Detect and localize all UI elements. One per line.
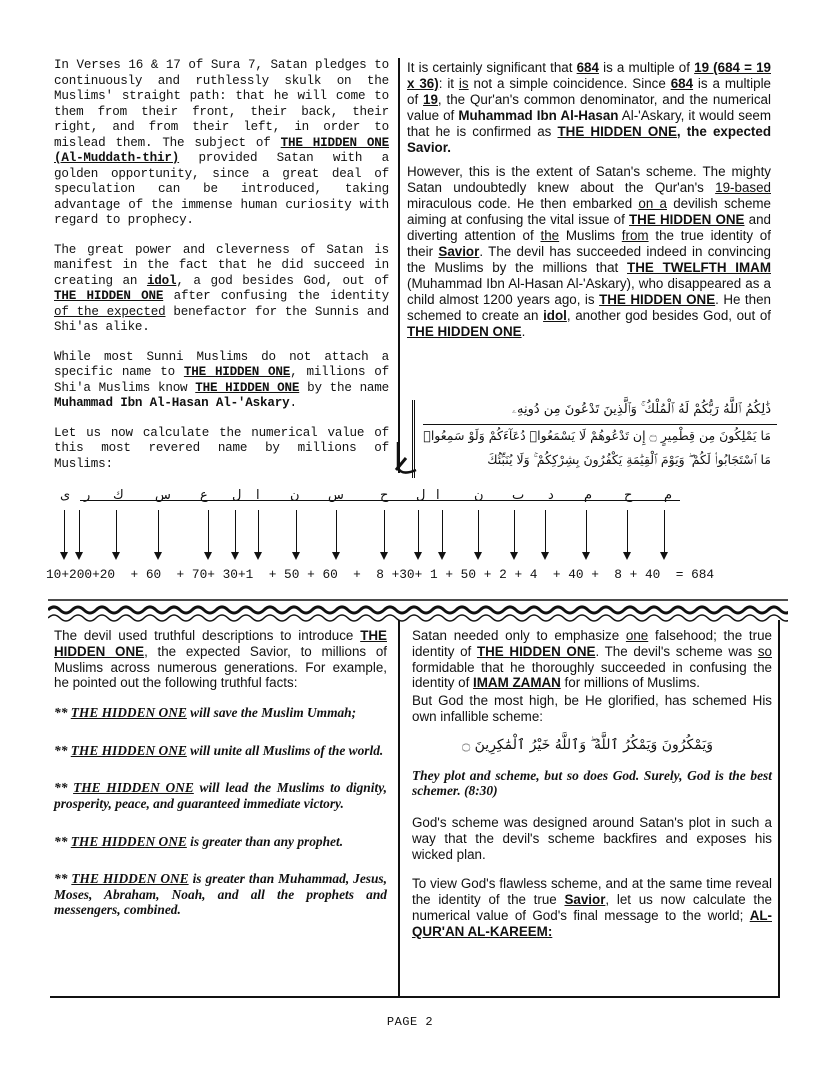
column-divider-bottom xyxy=(398,620,400,998)
calc-letter: س xyxy=(155,488,171,503)
calc-arrow xyxy=(442,510,443,554)
calc-arrow xyxy=(158,510,159,554)
paragraph-satan-power: The great power and cleverness of Satan is manifest in the fact that he did succeed in creating an idol, a god besides God, out of THE HIDDEN ONE after confusing the identity of the expected benefactor for the Sunnis and Shi'as alike. xyxy=(54,242,389,334)
calc-letter: ب xyxy=(512,488,525,503)
calc-letter: ل xyxy=(416,488,426,503)
paragraph-truthful-facts: The devil used truthful descriptions to introduce THE HIDDEN ONE, the expected Savior, to millions of Muslims across numerous generations. For example, he pointed out the following truthful facts: xyxy=(54,628,387,691)
left-bottom-column xyxy=(54,628,387,927)
arabic-verse-line-3: مَا ٱسْتَجَابُوا۟ لَكُمْ ۖ وَيَوْمَ ٱلْقِيَٰمَةِ يَكْفُرُونَ بِشِرْكِكُمْ ۚ وَلَا يُنَبِّئُكَ xyxy=(487,452,771,467)
calc-arrow xyxy=(478,510,479,554)
calc-values: 10+200+20 + 60 + 70+ 30+1 + 50 + 60 + 8 +30+ 1 + 50 + 2 + 4 + 40 + 8 + 40 = 684 xyxy=(46,567,715,582)
calc-letter: س xyxy=(328,488,344,503)
calc-letter: ل xyxy=(232,488,242,503)
calc-arrow xyxy=(586,510,587,554)
fact-1: ** THE HIDDEN ONE will save the Muslim Ummah; xyxy=(54,705,357,721)
calc-letter: م xyxy=(584,488,593,503)
calc-arrow xyxy=(384,510,385,554)
verse-translation: They plot and scheme, but so does God. Surely, God is the best schemer. (8:30) xyxy=(412,767,772,799)
calc-letter: د xyxy=(548,488,554,503)
paragraph-god-scheme: But God the most high, be He glorified, has schemed His own infallible scheme: xyxy=(412,693,772,724)
wavy-separator xyxy=(48,598,788,622)
calc-arrow xyxy=(514,510,515,554)
right-column-border xyxy=(778,620,780,998)
calc-arrow xyxy=(208,510,209,554)
right-top-column xyxy=(407,60,771,348)
calc-letter: ا xyxy=(256,488,260,503)
calc-arrow xyxy=(545,510,546,554)
column-divider-top xyxy=(398,58,400,473)
calc-arrow xyxy=(418,510,419,554)
calc-arrow xyxy=(296,510,297,554)
arabic-verse-line-2: مَا يَمْلِكُونَ مِن قِطْمِيرٍ ۝ إِن تَدْعُوهُمْ لَا يَسْمَعُوا۟ دُعَآءَكُمْ وَلَوْ سَمِعُوا۟ xyxy=(423,428,771,443)
paragraph-backfires: God's scheme was designed around Satan's plot in such a way that the devil's scheme backfires and exposes his wicked plan. xyxy=(412,814,772,862)
paragraph-view-scheme: To view God's flawless scheme, and at the same time reveal the identity of the true Savior, let us now calculate the numerical value of God's final message to the world; AL-QUR'AN AL-KAREEM: xyxy=(412,876,772,939)
arabic-line-rule xyxy=(423,424,777,425)
calc-letter: م xyxy=(664,488,673,503)
arabic-verse-8-30: وَيَمْكُرُونَ وَيَمْكُرُ ٱللَّهُ ۖ وَٱللَّهُ خَيْرُ ٱلْمَٰكِرِينَ ۝ xyxy=(462,736,714,753)
calc-arrow xyxy=(627,510,628,554)
calc-letter: ع xyxy=(200,488,208,503)
calc-arrow xyxy=(79,510,80,554)
paragraph-calculate: Let us now calculate the numerical value of this most revered name by millions of Muslims: xyxy=(54,425,389,471)
fact-3: ** THE HIDDEN ONE will lead the Muslims to dignity, prosperity, peace, and guaranteed immediate victory. xyxy=(54,780,387,811)
calc-arrow xyxy=(258,510,259,554)
paragraph-sunni-shia: While most Sunni Muslims do not attach a specific name to THE HIDDEN ONE, millions of Shi'a Muslims know THE HIDDEN ONE by the name Muhammad Ibn Al-Hasan Al-'Askary. xyxy=(54,349,390,410)
calc-arrow xyxy=(336,510,337,554)
paragraph-one-falsehood: Satan needed only to emphasize one falsehood; the true identity of THE HIDDEN ONE. The devil's scheme was so formidable that he thoroughly succeeded in confusing the identity of IMAM ZAMAN for millions of Muslims. xyxy=(412,628,772,691)
bottom-rule xyxy=(50,996,780,998)
calc-letter: ن xyxy=(474,488,484,503)
calc-arrow xyxy=(235,510,236,554)
fact-4: ** THE HIDDEN ONE is greater than any prophet. xyxy=(54,833,344,849)
right-bottom-column xyxy=(412,628,772,949)
calc-letter: ح xyxy=(624,488,633,503)
calc-arrow xyxy=(664,510,665,554)
calc-arrow xyxy=(116,510,117,554)
paragraph-verses: In Verses 16 & 17 of Sura 7, Satan pledges to continuously and ruthlessly skulk on the Muslims' straight path: that he will come to them from their front, their back, their right, and from their left, in order to mislead them. The subject of THE HIDDEN ONE (Al-Muddath-thir) provided Satan with a golden opportunity, since a great deal of speculation can be introduced, taking advantage of the immense human curiosity with regard to prophecy. xyxy=(54,58,389,227)
calc-letter: ر xyxy=(84,488,91,503)
paragraph-satan-scheme: However, this is the extent of Satan's scheme. The mighty Satan undoubtedly knew about the Qur'an's 19-based miraculous code. He then embarked on a devilish scheme aiming at confusing the vital issue of THE HIDDEN ONE and diverting attention of the Muslims from the true identity of their Savior. The devil has succeeded indeed in convincing the Muslims by the millions that THE TWELFTH IMAM (Muhammad Ibn Al-Hasan Al-'Askary), who disappeared as a child almost 1200 years ago, is THE HIDDEN ONE. He then schemed to create an idol, another god besides God, out of THE HIDDEN ONE. xyxy=(407,164,771,339)
fact-5: ** THE HIDDEN ONE is greater than Muhammad, Jesus, Moses, Abraham, Noah, and all the prophets and messengers, combined. xyxy=(54,871,387,918)
arabic-verse-line-1: ذَٰلِكُمُ ٱللَّهُ رَبُّكُمْ لَهُ ٱلْمُلْكُ ۚ وَٱلَّذِينَ تَدْعُونَ مِن دُونِهِۦ xyxy=(512,402,771,417)
left-top-column xyxy=(54,58,389,481)
calc-letter: ك xyxy=(113,488,124,503)
page-number: PAGE 2 xyxy=(386,1015,434,1029)
arabic-verse-box xyxy=(412,400,777,478)
calc-arrow xyxy=(64,510,65,554)
calc-letter: ى xyxy=(60,488,71,503)
calc-letter: ح xyxy=(380,488,389,503)
calc-letter: ن xyxy=(290,488,300,503)
calc-letter: ا xyxy=(436,488,440,503)
paragraph-684: It is certainly significant that 684 is a multiple of 19 (684 = 19 x 36): it is not a simple coincidence. Since 684 is a multiple of 19, the Qur'an's common denominator, and the numerical value of Muhammad Ibn Al-Hasan Al-'Askary, it would seem that he is confirmed as THE HIDDEN ONE, the expected Savior. xyxy=(407,60,771,155)
fact-2: ** THE HIDDEN ONE will unite all Muslims of the world. xyxy=(54,742,384,758)
